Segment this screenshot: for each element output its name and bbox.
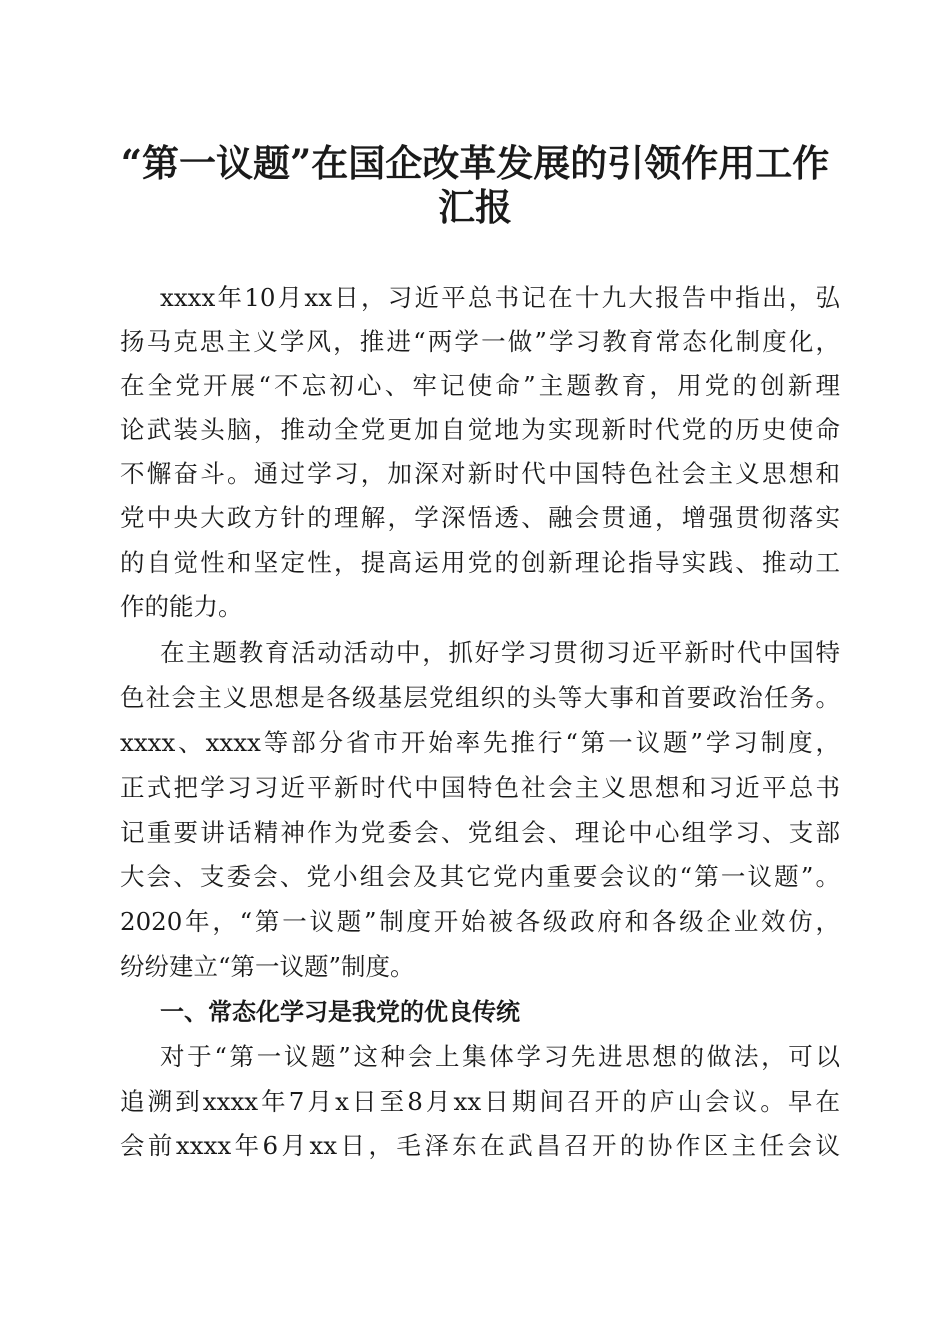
paragraph-1-line: 党中央大政方针的理解，学深悟透、融会贯通，增强贯彻落实	[120, 503, 840, 532]
paragraph-1-line: 扬马克思主义学风，推进“两学一做”学习教育常态化制度化，	[120, 327, 840, 356]
paragraph-3-line: 会前xxxx年6月xx日，毛泽东在武昌召开的协作区主任会议	[120, 1131, 840, 1160]
paragraph-2-line: 记重要讲话精神作为党委会、党组会、理论中心组学习、支部	[120, 818, 840, 847]
document-title-line-1: “第一议题”在国企改革发展的引领作用工作	[120, 141, 830, 185]
paragraph-3-line: 追溯到xxxx年7月x日至8月xx日期间召开的庐山会议。早在	[120, 1087, 840, 1116]
paragraph-1-line: 论武装头脑，推动全党更加自觉地为实现新时代党的历史使命	[120, 415, 840, 444]
paragraph-2-line: xxxx、xxxx等部分省市开始率先推行“第一议题”学习制度，	[120, 728, 840, 757]
paragraph-1-line: 的自觉性和坚定性，提高运用党的创新理论指导实践、推动工	[120, 548, 840, 577]
paragraph-2-line: 色社会主义思想是各级基层党组织的头等大事和首要政治任务。	[120, 683, 840, 712]
section-1-heading: 一、常态化学习是我党的优良传统	[160, 998, 520, 1026]
paragraph-1-line: 在全党开展“不忘初心、牢记使命”主题教育，用党的创新理	[120, 371, 840, 400]
paragraph-2-line: 2020年，“第一议题”制度开始被各级政府和各级企业效仿，	[120, 907, 840, 936]
paragraph-2-line: 在主题教育活动活动中，抓好学习贯彻习近平新时代中国特	[160, 638, 840, 667]
paragraph-1-line: 不懈奋斗。通过学习，加深对新时代中国特色社会主义思想和	[120, 459, 840, 488]
paragraph-2-line: 纷纷建立“第一议题”制度。	[120, 952, 415, 981]
document-title-line-2: 汇报	[438, 185, 512, 229]
paragraph-3-line: 对于“第一议题”这种会上集体学习先进思想的做法，可以	[160, 1042, 840, 1071]
paragraph-2-line: 大会、支委会、党小组会及其它党内重要会议的“第一议题”。	[120, 862, 840, 891]
paragraph-2-line: 正式把学习习近平新时代中国特色社会主义思想和习近平总书	[120, 773, 840, 802]
paragraph-1-line: 作的能力。	[120, 592, 243, 621]
paragraph-1-line: xxxx年10月xx日，习近平总书记在十九大报告中指出，弘	[160, 283, 840, 312]
